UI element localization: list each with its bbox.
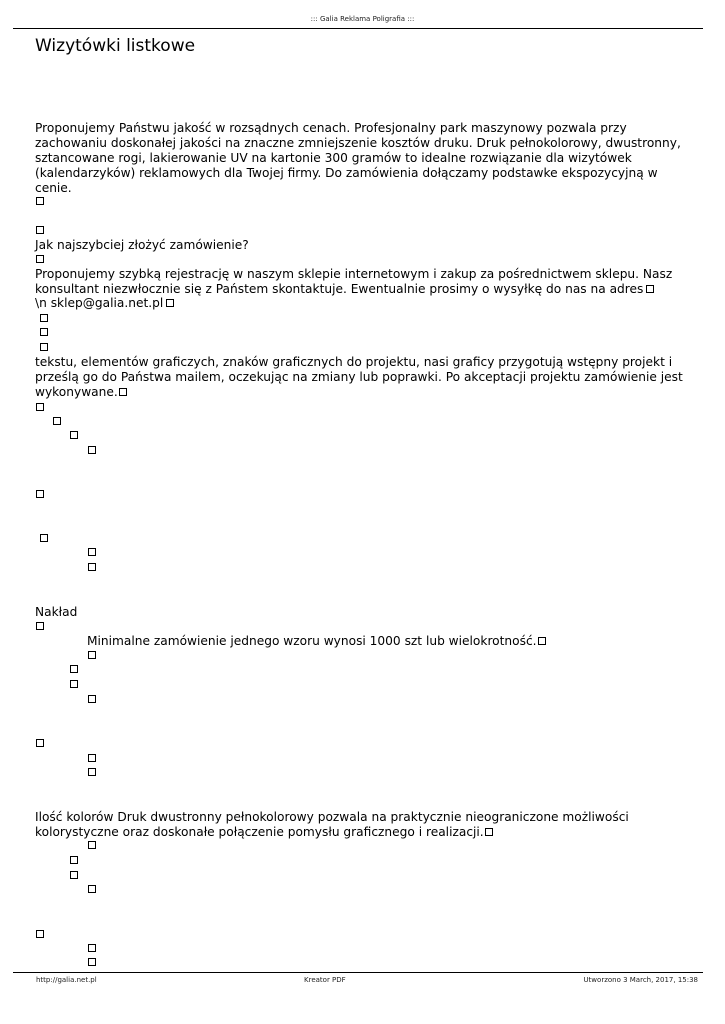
missing-glyph-box [88,651,96,659]
footer-created: Utworzono 3 March, 2017, 15:38 [583,976,698,984]
missing-glyph-box [70,871,78,879]
page-title: Wizytówki listkowe [35,36,196,56]
missing-glyph-box [88,695,96,703]
footer-generator: Kreator PDF [304,976,346,984]
order-answer [35,267,690,297]
missing-glyph-box [40,314,48,322]
graphics-paragraph [35,355,685,400]
missing-glyph-box [88,768,96,776]
missing-glyph-box [36,739,44,747]
naklad-label: Nakład [35,605,78,619]
missing-glyph-box [88,446,96,454]
graphics-text: tekstu, elementów graficzych, znaków graficznych do projektu, nasi graficy przygotują wstępny projekt i prześlą go do Państwa mailem, oczekując na zmiany lub poprawki. Po akceptacji projektu zamówienie jest wykonywane. [35,355,683,399]
min-order-text: Minimalne zamówienie jednego wzoru wynosi 1000 szt lub wielokrotność. [87,634,537,648]
missing-glyph-box [88,944,96,952]
missing-glyph-box [36,930,44,938]
missing-glyph-box [166,299,174,307]
page-header: ::: Galia Reklama Poligrafia ::: [310,15,415,23]
order-email-line [35,296,174,311]
missing-glyph-box [53,417,61,425]
order-answer-text: Proponujemy szybką rejestrację w naszym sklepie internetowym i zakup za pośrednictwem sklepu. Nasz konsultant niezwłocznie się z Państem skontaktuje. Ewentualnie prosimy o wysyłkę do nas na adres [35,267,673,296]
min-order-line [87,634,546,649]
missing-glyph-box [36,226,44,234]
missing-glyph-box [88,548,96,556]
missing-glyph-box [36,490,44,498]
missing-glyph-box [40,328,48,336]
missing-glyph-box [119,388,127,396]
missing-glyph-box [36,622,44,630]
missing-glyph-box [88,563,96,571]
missing-glyph-box [36,403,44,411]
order-question: Jak najszybciej złożyć zamówienie? [35,238,249,252]
missing-glyph-box [70,680,78,688]
missing-glyph-box [88,754,96,762]
colors-paragraph [35,810,675,840]
missing-glyph-box [88,958,96,966]
missing-glyph-box [70,665,78,673]
missing-glyph-box [646,285,654,293]
colors-text: Ilość kolorów Druk dwustronny pełnokolorowy pozwala na praktycznie nieograniczone możliwości kolorystyczne oraz doskonałe połączenie pomysłu graficznego i realizacji. [35,810,629,839]
missing-glyph-box [36,255,44,263]
intro-paragraph: Proponujemy Państwu jakość w rozsądnych cenach. Profesjonalny park maszynowy pozwala przy zachowaniu doskonałej jakości na znaczne zmniejszenie kosztów druku. Druk pełnokolorowy, dwustronny, sztancowane rogi, lakierowanie UV na kartonie 300 gramów to idealne rozwiązanie dla wizytówek (kalendarzyków) reklamowych dla Twojej firmy. Do zamówienia dołączamy podstawke ekspozycyjną w cenie. [35,121,681,195]
missing-glyph-box [88,841,96,849]
missing-glyph-box [36,197,44,205]
footer-divider [13,972,703,973]
missing-glyph-box [88,885,96,893]
missing-glyph-box [70,856,78,864]
missing-glyph-box [485,828,493,836]
missing-glyph-box [40,343,48,351]
header-divider [13,28,703,29]
missing-glyph-box [538,637,546,645]
missing-glyph-box [70,431,78,439]
order-email: \n sklep@galia.net.pl [35,296,164,310]
footer-url[interactable]: http://galia.net.pl [36,976,97,984]
missing-glyph-box [40,534,48,542]
